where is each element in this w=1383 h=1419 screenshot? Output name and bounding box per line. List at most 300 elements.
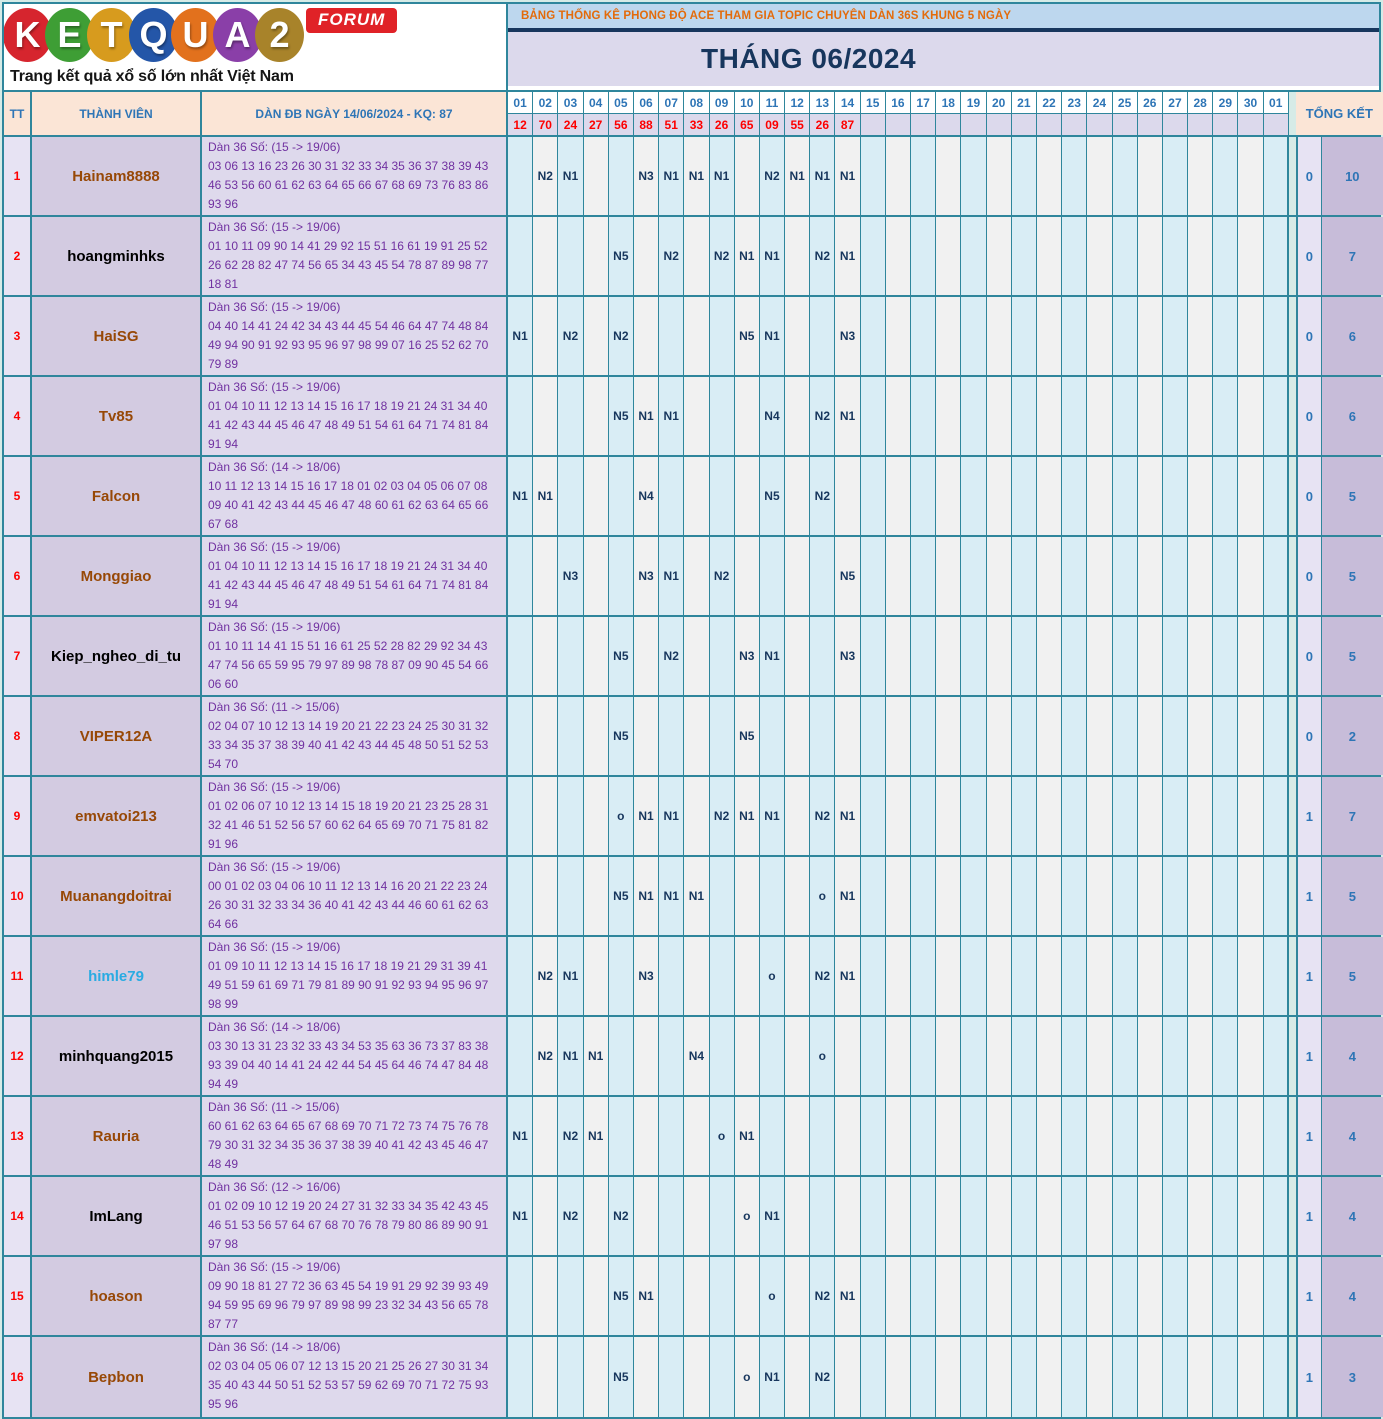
mark-cell [684,777,709,855]
dan-number-list: 01 04 10 11 12 13 14 15 16 17 18 19 21 24 31 34 40 41 42 43 44 45 46 47 48 49 51 54 61 64 71 74 81 84 91 94 [208,399,489,451]
mark-cell: N1 [508,297,533,375]
mark-cell: N1 [508,1097,533,1175]
mark-cell [584,857,609,935]
mark-cell [1087,297,1112,375]
mark-cell: N5 [609,617,634,695]
mark-cell [760,857,785,935]
mark-cell: o [810,857,835,935]
mark-cell [1138,1097,1163,1175]
mark-cell: N1 [558,1017,583,1095]
mark-cell [735,377,760,455]
mark-cell [1012,377,1037,455]
mark-cell [1087,1337,1112,1417]
mark-cell [1062,377,1087,455]
mark-cell: N2 [533,937,558,1015]
mark-cell: N2 [810,1257,835,1335]
mark-cell [1062,777,1087,855]
day-header: 12 [785,92,810,114]
mark-cell [1238,137,1263,215]
mark-cell [1037,617,1062,695]
col-header-tt: TT [4,92,32,135]
mark-cell [1037,457,1062,535]
mark-cell [1213,217,1238,295]
mark-cell [1037,857,1062,935]
mark-cell [1188,297,1213,375]
logo-letter: 2 [255,8,304,62]
mark-cell [1264,1177,1289,1255]
mark-cell [1062,697,1087,775]
dan-range-label: Dàn 36 Số: (12 -> 16/06) [208,1180,341,1194]
mark-cell [961,617,986,695]
mark-cell [659,1017,684,1095]
mark-cell: N1 [584,1017,609,1095]
mark-cell [936,697,961,775]
mark-cell [684,697,709,775]
row-number: 16 [4,1337,32,1417]
dan-numbers-cell [202,937,508,1015]
mark-cell [1138,937,1163,1015]
mark-cell [533,537,558,615]
mark-cell [1163,1257,1188,1335]
mark-cell [1138,617,1163,695]
mark-cell [1163,777,1188,855]
dan-numbers-cell [202,1257,508,1335]
mark-cell: N4 [760,377,785,455]
mark-cell [835,457,860,535]
logo-letter: U [171,8,220,62]
result-cell [961,114,986,135]
logo-tagline: Trang kết quả xổ số lớn nhất Việt Nam [10,68,294,85]
mark-cell [1037,217,1062,295]
row-spacer [1289,377,1296,455]
mark-cell [886,617,911,695]
member-name: himle79 [32,937,202,1015]
mark-cell [1264,377,1289,455]
mark-cell: N1 [835,937,860,1015]
mark-cell [987,1177,1012,1255]
member-row [4,1337,1379,1417]
col-header-dan: DÀN ĐB NGÀY 14/06/2024 - KQ: 87 [202,92,508,135]
mark-cell [1138,537,1163,615]
mark-cell [508,697,533,775]
mark-cell [584,377,609,455]
mark-cell [508,1337,533,1417]
mark-cell: N1 [634,377,659,455]
mark-cell [710,1177,735,1255]
mark-cell [1062,937,1087,1015]
dan-numbers-cell [202,617,508,695]
member-row [4,457,1379,537]
mark-cell [961,457,986,535]
total-miss: 0 [1296,297,1322,375]
mark-cell [558,1257,583,1335]
row-number: 5 [4,457,32,535]
mark-cell: N1 [835,857,860,935]
row-spacer [1289,297,1296,375]
mark-cell [760,697,785,775]
member-row [4,857,1379,937]
mark-cell [1087,377,1112,455]
dan-numbers-cell [202,537,508,615]
mark-cell: N2 [533,137,558,215]
mark-cell [961,937,986,1015]
mark-cell [987,1097,1012,1175]
mark-cell [861,1097,886,1175]
mark-cell [961,1337,986,1417]
result-cell: 33 [684,114,709,135]
logo-letters [10,14,304,55]
mark-cell [1138,857,1163,935]
row-number: 6 [4,537,32,615]
mark-cell: N1 [760,1337,785,1417]
dan-numbers-cell [202,1337,508,1417]
dan-numbers-cell [202,697,508,775]
mark-cell [911,137,936,215]
mark-cell: o [760,1257,785,1335]
mark-cell [584,137,609,215]
mark-cell [1238,1097,1263,1175]
mark-cell [1264,297,1289,375]
mark-cell [911,697,936,775]
mark-cell [1113,537,1138,615]
dan-number-list: 60 61 62 63 64 65 67 68 69 70 71 72 73 74 75 76 78 79 30 31 32 34 35 36 37 38 39 40 41 42 43 45 46 47 48 49 [208,1119,489,1171]
mark-cell: N1 [558,137,583,215]
result-cell [1138,114,1163,135]
row-spacer [1289,857,1296,935]
mark-cell [1087,457,1112,535]
result-cell [1087,114,1112,135]
member-name: minhquang2015 [32,1017,202,1095]
mark-cell [961,217,986,295]
result-cell [911,114,936,135]
mark-cell [735,937,760,1015]
mark-cell [936,617,961,695]
mark-cell: N1 [508,457,533,535]
mark-cell [1163,137,1188,215]
mark-cell: N5 [609,857,634,935]
mark-cell [861,297,886,375]
mark-cell [785,1017,810,1095]
mark-cell [710,457,735,535]
mark-cell [1113,137,1138,215]
mark-cell [911,1177,936,1255]
mark-cell: N1 [835,1257,860,1335]
mark-cell [987,137,1012,215]
mark-cell [1238,1257,1263,1335]
logo-letter: K [4,8,52,62]
mark-cell [609,1017,634,1095]
mark-cell: N3 [634,537,659,615]
dan-range-label: Dàn 36 Số: (15 -> 19/06) [208,780,341,794]
mark-cell: N1 [584,1097,609,1175]
stats-table-frame [2,2,1381,1419]
mark-cell [1213,137,1238,215]
mark-cell [1113,297,1138,375]
mark-cell [735,1017,760,1095]
result-cell: 65 [735,114,760,135]
mark-cell [961,697,986,775]
mark-cell [508,217,533,295]
mark-cell [961,1097,986,1175]
mark-cell [1188,217,1213,295]
mark-cell: N2 [710,537,735,615]
mark-cell [961,537,986,615]
mark-cell [634,1017,659,1095]
mark-cell [1213,697,1238,775]
mark-cell [911,857,936,935]
mark-cell [1213,297,1238,375]
mark-cell [1264,1017,1289,1095]
mark-cell [1188,377,1213,455]
mark-cell [634,217,659,295]
result-cell [861,114,886,135]
mark-cell: N3 [835,617,860,695]
mark-cell: o [735,1337,760,1417]
mark-cell [936,297,961,375]
mark-cell [558,857,583,935]
total-miss: 0 [1296,697,1322,775]
mark-cell [1163,697,1188,775]
member-row [4,137,1379,217]
mark-cell [936,1337,961,1417]
mark-cell [1238,217,1263,295]
mark-cell [936,1097,961,1175]
mark-cell: N1 [785,137,810,215]
mark-cell: N1 [684,857,709,935]
day-header: 18 [936,92,961,114]
result-cell [936,114,961,135]
mark-cell: N2 [810,457,835,535]
day-header: 20 [987,92,1012,114]
mark-cell [1163,937,1188,1015]
mark-cell [1087,697,1112,775]
mark-cell [684,1257,709,1335]
mark-cell: o [810,1017,835,1095]
mark-cell [987,937,1012,1015]
row-spacer [1289,1097,1296,1175]
member-name: Falcon [32,457,202,535]
day-header: 28 [1188,92,1213,114]
mark-cell [785,1337,810,1417]
mark-cell [1062,217,1087,295]
mark-cell [1012,137,1037,215]
forum-badge: FORUM [306,8,397,33]
dan-numbers-cell [202,297,508,375]
mark-cell [1163,1017,1188,1095]
dan-range-label: Dàn 36 Số: (14 -> 18/06) [208,460,341,474]
mark-cell [1188,457,1213,535]
member-name: Kiep_ngheo_di_tu [32,617,202,695]
row-number: 7 [4,617,32,695]
mark-cell: N1 [684,137,709,215]
mark-cell [1213,457,1238,535]
dan-number-list: 01 09 10 11 12 13 14 15 16 17 18 19 21 29 31 39 41 49 51 59 61 69 71 79 81 89 90 91 92 93 94 95 96 97 98 99 [208,959,489,1011]
mark-cell [659,1177,684,1255]
mark-cell: N3 [835,297,860,375]
member-name: hoason [32,1257,202,1335]
mark-cell [987,457,1012,535]
mark-cell [558,457,583,535]
mark-cell [861,217,886,295]
mark-cell [961,1017,986,1095]
mark-cell [1087,617,1112,695]
mark-cell: N1 [659,857,684,935]
dan-range-label: Dàn 36 Số: (11 -> 15/06) [208,700,340,714]
mark-cell [584,297,609,375]
header-spacer [1289,92,1296,135]
member-name: hoangminhks [32,217,202,295]
row-number: 3 [4,297,32,375]
mark-cell: o [710,1097,735,1175]
mark-cell [987,1337,1012,1417]
mark-cell [810,537,835,615]
logo-block [4,4,508,90]
mark-cell [1163,377,1188,455]
mark-cell [785,217,810,295]
mark-cell [558,777,583,855]
total-miss: 1 [1296,1257,1322,1335]
mark-cell: N1 [835,137,860,215]
dan-number-list: 09 90 18 81 27 72 36 63 45 54 19 91 29 92 39 93 49 94 59 95 69 96 79 97 89 98 99 23 32 34 43 56 65 78 87 77 [208,1279,489,1331]
top-right [508,4,1379,90]
mark-cell: N1 [835,377,860,455]
day-header: 17 [911,92,936,114]
logo-letter: A [213,8,262,62]
day-header: 01 [508,92,533,114]
mark-cell [1037,537,1062,615]
mark-cell [659,457,684,535]
mark-cell [1213,1017,1238,1095]
day-header: 29 [1213,92,1238,114]
mark-cell [1113,1017,1138,1095]
total-miss: 1 [1296,777,1322,855]
result-cell: 26 [710,114,735,135]
mark-cell [684,217,709,295]
mark-cell [1163,537,1188,615]
mark-cell [1113,777,1138,855]
mark-cell [911,377,936,455]
mark-cell [911,217,936,295]
member-row [4,777,1379,857]
dan-number-list: 01 04 10 11 12 13 14 15 16 17 18 19 21 24 31 34 40 41 42 43 44 45 46 47 48 49 51 54 61 64 71 74 81 84 91 94 [208,559,489,611]
dan-range-label: Dàn 36 Số: (14 -> 18/06) [208,1340,341,1354]
mark-cell [886,537,911,615]
mark-cell: N2 [558,297,583,375]
mark-cell [1113,857,1138,935]
dan-range-label: Dàn 36 Số: (15 -> 19/06) [208,220,341,234]
mark-cell [584,1177,609,1255]
result-cell: 27 [584,114,609,135]
mark-cell [1062,1337,1087,1417]
mark-cell [961,137,986,215]
mark-cell [1113,1337,1138,1417]
mark-cell [961,377,986,455]
mark-cell [785,1097,810,1175]
row-spacer [1289,1177,1296,1255]
mark-cell: N1 [634,1257,659,1335]
mark-cell [1238,697,1263,775]
mark-cell: N1 [835,217,860,295]
mark-cell [1264,777,1289,855]
mark-cell: N1 [760,1177,785,1255]
mark-cell [1213,377,1238,455]
mark-cell [760,537,785,615]
dan-numbers-cell [202,217,508,295]
member-name: emvatoi213 [32,777,202,855]
mark-cell [1113,1257,1138,1335]
mark-cell [936,1177,961,1255]
total-miss: 0 [1296,377,1322,455]
mark-cell [1087,1097,1112,1175]
table-header-row [4,90,1379,137]
mark-cell [911,777,936,855]
mark-cell [987,777,1012,855]
dan-range-label: Dàn 36 Số: (15 -> 19/06) [208,860,341,874]
member-name: Bepbon [32,1337,202,1417]
mark-cell [1037,1337,1062,1417]
result-cell [1238,114,1263,135]
row-spacer [1289,777,1296,855]
dan-number-list: 04 40 14 41 24 42 34 43 44 45 54 46 64 47 74 48 84 49 94 90 91 92 93 95 96 97 98 99 07 16 25 52 62 70 79 89 [208,319,489,371]
mark-cell [584,777,609,855]
mark-cell [1138,1017,1163,1095]
mark-cell [558,697,583,775]
mark-cell: N5 [609,217,634,295]
mark-cell [861,1177,886,1255]
mark-cell [1138,777,1163,855]
mark-cell [710,1337,735,1417]
mark-cell: N3 [634,937,659,1015]
mark-cell [735,857,760,935]
mark-cell [609,137,634,215]
result-cell: 87 [835,114,860,135]
mark-cell [785,1177,810,1255]
member-row [4,537,1379,617]
mark-cell [1163,297,1188,375]
logo-letter: T [87,8,136,62]
mark-cell [1012,1177,1037,1255]
ketqua2-logo [10,8,506,66]
mark-cell [1037,1177,1062,1255]
mark-cell [1012,1337,1037,1417]
dan-range-label: Dàn 36 Số: (15 -> 19/06) [208,940,341,954]
mark-cell [533,1097,558,1175]
mark-cell [609,537,634,615]
mark-cell [1012,537,1037,615]
mark-cell: N5 [609,697,634,775]
mark-cell: N1 [760,617,785,695]
mark-cell [1188,1017,1213,1095]
member-row [4,937,1379,1017]
total-miss: 0 [1296,537,1322,615]
mark-cell: N1 [659,377,684,455]
mark-cell: N5 [735,297,760,375]
mark-cell [861,937,886,1015]
mark-cell [785,297,810,375]
mark-cell [533,697,558,775]
mark-cell [1188,1097,1213,1175]
mark-cell [508,137,533,215]
total-miss: 1 [1296,857,1322,935]
day-header: 03 [558,92,583,114]
row-spacer [1289,937,1296,1015]
mark-cell [584,617,609,695]
mark-cell [1087,1017,1112,1095]
mark-cell [1138,137,1163,215]
mark-cell [911,537,936,615]
result-cell: 56 [609,114,634,135]
mark-cell: N2 [558,1097,583,1175]
